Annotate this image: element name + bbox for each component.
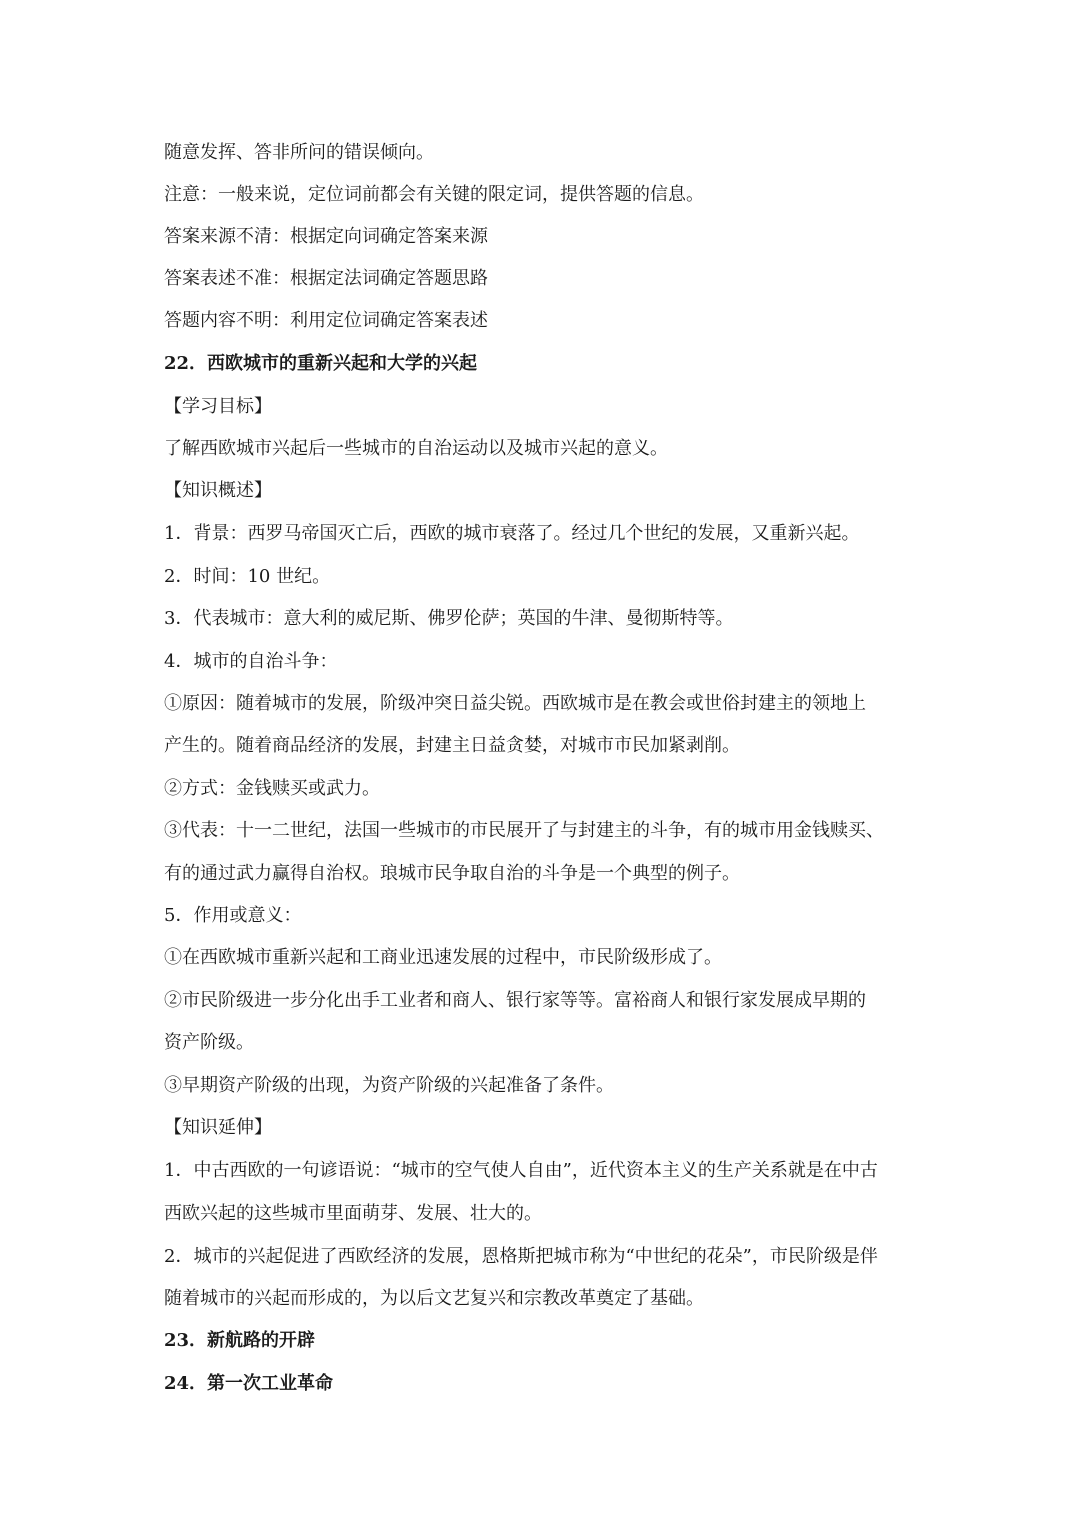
text-line: 2．城市的兴起促进了西欧经济的发展，恩格斯把城市称为“中世纪的花朵”，市民阶级是伴: [164, 1246, 878, 1267]
text-line: 随着城市的兴起而形成的，为以后文艺复兴和宗教改革奠定了基础。: [164, 1288, 704, 1309]
subheading: 【知识延伸】: [164, 1117, 272, 1138]
text-line: 1．背景：西罗马帝国灭亡后，西欧的城市衰落了。经过几个世纪的发展，又重新兴起。: [164, 523, 860, 544]
text-line: 1．中古西欧的一句谚语说：“城市的空气使人自由”，近代资本主义的生产关系就是在中古: [164, 1160, 878, 1181]
text-line: 注意：一般来说，定位词前都会有关键的限定词，提供答题的信息。: [164, 184, 704, 205]
text-line: 2．时间：10 世纪。: [164, 566, 331, 587]
text-line: 答案来源不清：根据定向词确定答案来源: [164, 226, 488, 247]
text-line: ①原因：随着城市的发展，阶级冲突日益尖锐。西欧城市是在教会或世俗封建主的领地上: [164, 693, 866, 714]
text-line: ②市民阶级进一步分化出手工业者和商人、银行家等等。富裕商人和银行家发展成早期的: [164, 990, 866, 1011]
text-line: 西欧兴起的这些城市里面萌芽、发展、壮大的。: [164, 1203, 542, 1224]
subheading: 【学习目标】: [164, 396, 272, 417]
text-line: 随意发挥、答非所问的错误倾向。: [164, 142, 434, 163]
text-line: 4．城市的自治斗争：: [164, 651, 338, 672]
text-line: 产生的。随着商品经济的发展，封建主日益贪婪，对城市市民加紧剥削。: [164, 735, 740, 756]
text-line: 答案表述不准：根据定法词确定答题思路: [164, 268, 488, 289]
text-line: 3．代表城市：意大利的威尼斯、佛罗伦萨；英国的牛津、曼彻斯特等。: [164, 608, 734, 629]
section-heading: 22．西欧城市的重新兴起和大学的兴起: [164, 353, 478, 374]
text-line: ①在西欧城市重新兴起和工商业迅速发展的过程中，市民阶级形成了。: [164, 947, 722, 968]
text-line: ②方式：金钱赎买或武力。: [164, 778, 380, 799]
text-line: 了解西欧城市兴起后一些城市的自治运动以及城市兴起的意义。: [164, 438, 668, 459]
section-heading: 24．第一次工业革命: [164, 1373, 334, 1394]
text-line: 资产阶级。: [164, 1032, 254, 1053]
section-heading: 23．新航路的开辟: [164, 1330, 316, 1351]
text-line: 有的通过武力赢得自治权。琅城市民争取自治的斗争是一个典型的例子。: [164, 863, 740, 884]
text-line: 5．作用或意义：: [164, 905, 302, 926]
text-line: ③早期资产阶级的出现，为资产阶级的兴起准备了条件。: [164, 1075, 614, 1096]
text-line: ③代表：十一二世纪，法国一些城市的市民展开了与封建主的斗争，有的城市用金钱赎买、: [164, 820, 884, 841]
subheading: 【知识概述】: [164, 480, 272, 501]
text-line: 答题内容不明：利用定位词确定答案表述: [164, 310, 488, 331]
